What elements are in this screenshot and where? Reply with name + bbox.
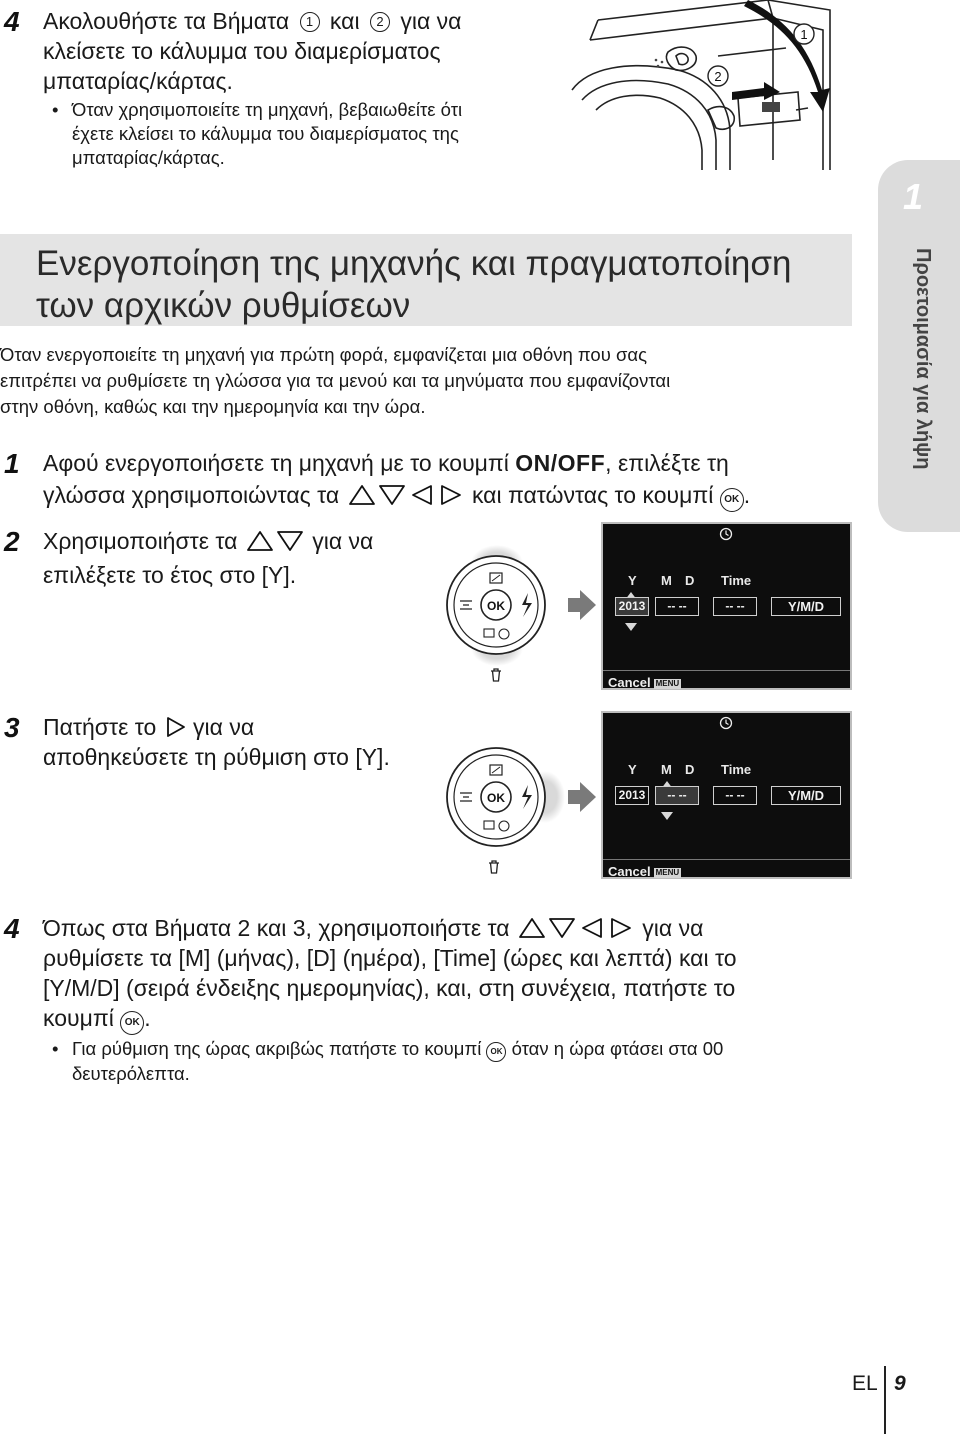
step4b-line1-pre: Όπως στα Βήματα 2 και 3, χρησιμοποιήστε τα	[43, 915, 510, 941]
page-number: 9	[894, 1372, 906, 1395]
control-dial-right	[442, 737, 568, 857]
col-month: M	[661, 762, 672, 777]
step3-line2: αποθηκεύσετε τη ρύθμιση στο [Y].	[43, 744, 390, 770]
col-time: Time	[721, 762, 752, 777]
callout-1-icon: 1	[300, 12, 320, 32]
col-year: Y	[628, 573, 637, 588]
step-number: 3	[4, 712, 20, 743]
step4b-line1-post: για να	[642, 915, 704, 941]
menu-button-icon: MENU	[655, 868, 680, 877]
chapter-side-tab	[878, 160, 960, 532]
bullet-line2: έχετε κλείσει το κάλυμμα του διαμερίσματος της	[72, 123, 459, 144]
arrow-keys-icon	[346, 483, 466, 507]
col-day: D	[685, 762, 695, 777]
step-number: 2	[4, 526, 20, 557]
step2-text	[43, 526, 443, 590]
step3-line1-post: για να	[193, 714, 255, 740]
clock-icon	[719, 527, 733, 541]
arrow-right-icon	[568, 782, 596, 812]
control-dial-up-down	[442, 543, 552, 668]
ok-button-icon: OK	[720, 488, 744, 512]
date-setting-screen	[601, 522, 852, 690]
col-time: Time	[721, 573, 752, 588]
step4b-line2: ρυθμίσετε τα [M] (μήνας), [D] (ημέρα), [Time] (ώρες και λεπτά) και το	[43, 945, 737, 971]
up-down-arrows-icon	[244, 529, 306, 553]
bullet-line1: Όταν χρησιμοποιείτε τη μηχανή, βεβαιωθείτε ότι	[72, 99, 463, 120]
cancel-label: Cancel	[608, 675, 651, 690]
month-day-field[interactable]: -- --	[655, 786, 699, 805]
intro-paragraph	[0, 342, 860, 420]
bullet-line3: μπαταρίας/κάρτας.	[72, 147, 225, 168]
chapter-number: 1	[902, 176, 924, 217]
year-down-arrow-icon	[625, 618, 637, 636]
callout-2-icon: 2	[370, 12, 390, 32]
bullet-b-line2: δευτερόλεπτα.	[72, 1063, 190, 1084]
bullet-b-line1-post: όταν η ώρα φτάσει στα 00	[511, 1038, 724, 1059]
cancel-hint	[608, 674, 681, 692]
dial2-ok-label: OK	[487, 791, 505, 805]
col-year: Y	[628, 762, 637, 777]
date-order-field[interactable]: Y/M/D	[771, 597, 841, 616]
step4-line2: κλείσετε το κάλυμμα του διαμερίσματος	[43, 38, 441, 64]
cancel-label: Cancel	[608, 864, 651, 879]
step4-bullet: • Όταν χρησιμοποιείτε τη μηχανή, βεβαιωθείτε ότι έχετε κλείσει το κάλυμμα του διαμερίσματος της μπαταρίας/κάρτας.	[52, 98, 572, 170]
bullet-b-line1-pre: Για ρύθμιση της ώρας ακριβώς πατήστε το κουμπί	[72, 1038, 482, 1059]
step4-line1-mid: και	[329, 8, 360, 34]
step4b-line3: [Y/M/D] (σειρά ένδειξης ημερομηνίας), και, στη συνέχεια, πατήστε το	[43, 975, 736, 1001]
cancel-hint	[608, 863, 681, 881]
ok-button-icon: OK	[486, 1042, 506, 1062]
section-title-line1: Ενεργοποίηση της μηχανής και πραγματοποίηση	[36, 244, 792, 283]
step1-text	[43, 448, 863, 512]
step4-line3: μπαταρίας/κάρτας.	[43, 68, 233, 94]
step4b-line4-pre: κουμπί	[43, 1005, 114, 1031]
step4b-bullet: • Για ρύθμιση της ώρας ακριβώς πατήστε το κουμπί OK όταν η ώρα φτάσει στα 00 δευτερόλεπτα.	[52, 1037, 852, 1086]
step1-line2-post: και πατώντας το κουμπί	[471, 482, 714, 508]
figure-callout-1: 1	[800, 27, 808, 42]
step-number: 4	[4, 913, 20, 944]
month-down-arrow-icon	[661, 807, 673, 825]
menu-button-icon: MENU	[655, 679, 680, 688]
arrow-keys-icon	[516, 916, 636, 940]
month-day-field[interactable]: -- --	[655, 597, 699, 616]
section-heading	[36, 243, 846, 327]
step3-text	[43, 712, 443, 772]
trash-icon	[488, 860, 500, 879]
dial-ok-label: OK	[487, 599, 505, 613]
step2-line1-pre: Χρησιμοποιήστε τα	[43, 528, 238, 554]
step-number: 4	[4, 6, 20, 37]
step-number: 1	[4, 448, 20, 479]
year-field[interactable]: 2013	[615, 786, 649, 805]
col-day: D	[685, 573, 695, 588]
onoff-key-label: ON/OFF	[515, 450, 606, 476]
date-setting-screen	[601, 711, 852, 879]
figure-callout-2: 2	[714, 69, 722, 84]
right-arrow-icon	[163, 715, 187, 739]
step1-line1-post: , επιλέξτε τη	[605, 450, 729, 476]
trash-icon	[490, 668, 502, 687]
ok-button-icon: OK	[120, 1011, 144, 1035]
step4b-text	[43, 913, 863, 1035]
date-order-field[interactable]: Y/M/D	[771, 786, 841, 805]
footer-divider	[884, 1366, 886, 1434]
step1-period: .	[743, 482, 751, 508]
intro-line3: στην οθόνη, καθώς και την ημερομηνία και την ώρα.	[0, 396, 426, 417]
step4-line1-post: για να	[400, 8, 462, 34]
step2-line2: επιλέξετε το έτος στο [Y].	[43, 562, 297, 588]
step4-line1-pre: Ακολουθήστε τα Βήματα	[43, 8, 290, 34]
intro-line2: επιτρέπει να ρυθμίσετε τη γλώσσα για τα μενού και τα μηνύματα που εμφανίζονται	[0, 370, 671, 391]
intro-line1: Όταν ενεργοποιείτε τη μηχανή για πρώτη φορά, εμφανίζεται μια οθόνη που σας	[0, 344, 647, 365]
step3-line1-pre: Πατήστε το	[43, 714, 157, 740]
footer-language: EL	[852, 1372, 878, 1395]
time-field[interactable]: -- --	[713, 597, 757, 616]
clock-icon	[719, 716, 733, 730]
step1-line1-pre: Αφού ενεργοποιήσετε τη μηχανή με το κουμπί	[43, 450, 509, 476]
year-field[interactable]: 2013	[615, 597, 649, 616]
arrow-right-icon	[568, 590, 596, 620]
step4b-period: .	[144, 1005, 151, 1031]
chapter-label: Προετοιμασία για λήψη	[912, 248, 934, 470]
step1-line2-pre: γλώσσα χρησιμοποιώντας τα	[43, 482, 340, 508]
time-field[interactable]: -- --	[713, 786, 757, 805]
step4-text	[43, 6, 563, 96]
section-title-line2: των αρχικών ρυθμίσεων	[36, 286, 411, 325]
camera-battery-cover-illustration	[568, 0, 840, 172]
step2-line1-post: για να	[312, 528, 374, 554]
col-month: M	[661, 573, 672, 588]
